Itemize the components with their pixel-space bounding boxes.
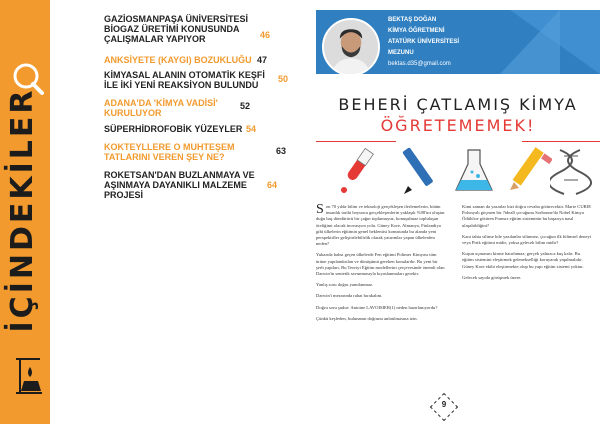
article-title-line2: ÖĞRETEMEMEK! xyxy=(380,116,536,135)
author-status: MEZUNU xyxy=(388,50,414,56)
article-right-column xyxy=(462,204,592,286)
paragraph: Yukarıda bahsi geçen ülkelerde Fen eğitimi Polimer Kimyası tüm ürüne yapılandırılan ve dönüşümü gereken konulardır. Bu yeni bir şerh yapıları, Bu Teoriyi Eğitim modellerini çerçevesinde önemli olan Darwin'in sentetik savunmasıyla kıyaslanmaları gerekir. xyxy=(316,252,445,277)
toc-page-4: 52 xyxy=(240,101,251,111)
toc-page-5: 54 xyxy=(246,124,257,134)
toc-page-2: 47 xyxy=(257,55,268,65)
toc-page-6: 63 xyxy=(276,146,287,156)
author-email[interactable]: bektas.d35@gmail.com xyxy=(388,61,451,67)
toc-page-7: 64 xyxy=(267,180,278,190)
author-name: BEKTAŞ DOĞAN xyxy=(388,17,437,23)
toc-page-1: 46 xyxy=(260,30,271,40)
author-role: KİMYA ÖĞRETMENİ xyxy=(388,28,445,34)
toc-item-5[interactable]: SÜPERHİDROFOBİK YÜZEYLER xyxy=(104,124,243,134)
science-icons xyxy=(334,146,594,198)
author-header xyxy=(316,10,600,74)
paragraph: Yanlış soru doğru yanıtlanmaz. xyxy=(316,282,374,288)
article-left-column xyxy=(316,204,446,327)
paragraph: Çünkü keşfeden, bulunanın doğrunu anlatılmasına izin. xyxy=(316,315,418,321)
paragraph: Gelecek sayıda görüşmek üzere. xyxy=(462,274,522,280)
left-page xyxy=(0,0,298,424)
author-avatar xyxy=(322,18,380,74)
right-page xyxy=(316,0,600,424)
article-title-line1: BEHERİ ÇATLAMIŞ KİMYA xyxy=(338,95,578,114)
toc-page-3: 50 xyxy=(278,74,289,84)
dna-icon xyxy=(550,146,594,196)
paragraph: Doğru soru şudur: Antoine LAVOISIER(1) neden hazırlanıyordu? xyxy=(316,304,438,310)
flask-icon xyxy=(450,146,498,196)
title-rule-right xyxy=(522,141,600,142)
toc-item-2[interactable]: ANKSİYETE (KAYGI) BOZUKLUĞU xyxy=(104,55,252,65)
toc-item-3[interactable]: KİMYASAL ALANIN OTOMATİK KEŞFİ İLE İKİ YENİ REAKSİYON BULUNDU xyxy=(104,70,265,90)
toc-item-7[interactable]: ROKETSAN'DAN BUZLANMAYA VE AŞINMAYA DAYANIKLI MALZEME PROJESİ xyxy=(104,170,255,200)
toc-vertical-title: İÇİNDEKİLER xyxy=(5,87,40,333)
page-spine xyxy=(298,0,316,424)
paragraph: Darwin'i mezarında rahat bırakalım. xyxy=(316,293,383,299)
paragraph: Kimi zaman da yazarlar bizi doğru cevaba götürecektir. Marie CURIE Polonyalı göçmen bir ?idealî çocuğunu Sorbonne'da Nobel Kimya Ödülü'ne götüren Fransız eğitim sisteminin bu başarıya nasıl ulaşabildiğini? xyxy=(462,204,592,228)
title-rule-left xyxy=(316,141,396,142)
dropcap: S xyxy=(316,202,324,217)
paragraph: Kuşun uçmasını kimse hatırlamaz; gerçek yalnızca kuş kalır. Bu eğitim sistemini eleştirmek gelenekselliği koruyarak yapılmalıdır. Güney Kore ekibi eleştirmekte olup bu yapı eğitim sistemi yoktur. xyxy=(462,251,584,269)
author-university: ATATÜRK ÜNİVERSİTESİ xyxy=(388,39,460,45)
pen-icon xyxy=(396,146,444,196)
toc-item-4[interactable]: ADANA'DA 'KİMYA VADİSİ' KURULUYOR xyxy=(104,98,218,118)
page-number: 9 xyxy=(441,400,447,409)
alcohol-lamp-icon xyxy=(10,355,46,397)
test-tube-icon xyxy=(334,146,382,196)
toc-item-6[interactable]: KOKTEYLLERE O MUHTEŞEM TATLARINI VEREN ŞEY NE? xyxy=(104,142,235,162)
paragraph: on 70 yılda bilim ve teknoloji gerçekleşen ilerlemelerin, bütün insanlık tarihi boyunca gerçekleşenlerin yaklaşık %98'ini oluştur duğu baş döndürücü bir çağın toplumuyuz, konuşulmaz toplulaşan öteliğimi olacak inovasyon yolu. Güney Kore, Almanya, Finlandiya gibi ülkelerin eğitimin genel beklentisi konusunda bu alanda yeni perspektifler geliştirilebilirlik olarak yatırımlar yapan ülkelerden neden? xyxy=(316,204,445,247)
toc-item-1[interactable]: GAZİOSMANPAŞA ÜNİVERSİTESİ BİOGAZ ÜRETİMİ KONUSUNDA ÇALIŞMALAR YAPIYOR xyxy=(104,14,249,44)
paragraph: Kara tahta silinse bile yazılanlar silinmez, çocuğun ilk bilimsel deneyi veya Pirik eğitimi midir; yoksa gelecek bilim midir? xyxy=(462,233,592,246)
pencil-icon xyxy=(504,146,552,196)
